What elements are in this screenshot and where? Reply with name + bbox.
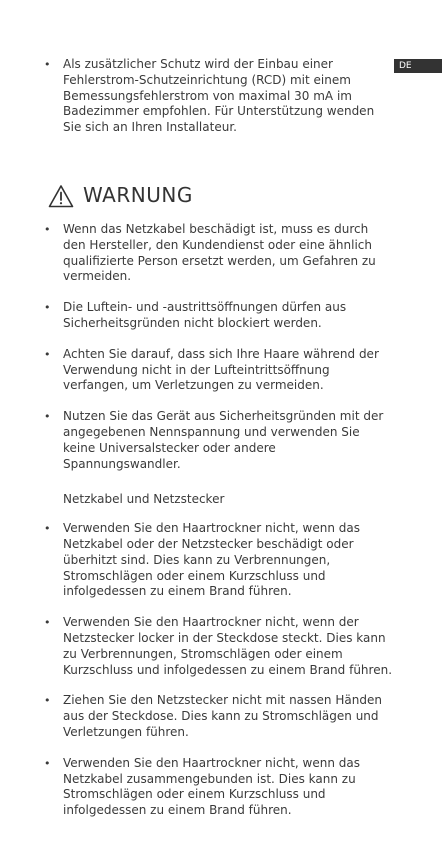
cable-bullet: • Verwenden Sie den Haartrockner nicht, wenn der Netzstecker locker in der Steckdose steckt. Dies kann zu Verbrennungen, Stromschlägen oder einem Kurzschluss und infolgedessen zu einem Brand führen. <box>44 615 392 678</box>
cable-bullet: • Ziehen Sie den Netzstecker nicht mit nassen Händen aus der Steckdose. Dies kann zu Stromschlägen und Verletzungen führen. <box>44 693 392 740</box>
warning-bullet: • Die Luftein- und -austrittsöffnungen dürfen aus Sicherheitsgründen nicht blockiert werden. <box>44 300 392 332</box>
language-tab: DE <box>394 59 442 73</box>
manual-content <box>44 57 392 834</box>
warning-bullet: • Nutzen Sie das Gerät aus Sicherheitsgründen mit der angegebenen Nennspannung und verwenden Sie keine Universalstecker oder andere Spannungswandler. <box>44 409 392 472</box>
cable-bullet: • Verwenden Sie den Haartrockner nicht, wenn das Netzkabel zusammengebunden ist. Dies kann zu Stromschlägen oder einem Kurzschluss und infolgedessen zu einem Brand führen. <box>44 756 392 819</box>
intro-bullet: • Als zusätzlicher Schutz wird der Einbau einer Fehlerstrom-Schutzeinrichtung (RCD) mit einem Bemessungsfehlerstrom von maximal 30 mA im Badezimmer empfohlen. Für Unterstützung wenden Sie sich an Ihren Installateur. <box>44 57 392 136</box>
warning-title: WARNUNG <box>83 183 193 208</box>
warning-bullet: • Wenn das Netzkabel beschädigt ist, muss es durch den Hersteller, den Kundendienst oder eine ähnlich qualifizierte Person ersetzt werden, um Gefahren zu vermeiden. <box>44 222 392 285</box>
warning-bullet: • Achten Sie darauf, dass sich Ihre Haare während der Verwendung nicht in der Lufteintrittsöffnung verfangen, um Verletzungen zu vermeiden. <box>44 347 392 394</box>
section-heading: Netzkabel und Netzstecker <box>63 492 225 507</box>
warning-header <box>48 184 392 208</box>
warning-triangle-icon <box>48 184 74 208</box>
cable-bullet: • Verwenden Sie den Haartrockner nicht, wenn das Netzkabel oder der Netzstecker beschädigt oder überhitzt sind. Dies kann zu Verbrennungen, Stromschlägen oder einem Kurzschluss und infolgedessen zu einem Brand führen. <box>44 521 392 600</box>
